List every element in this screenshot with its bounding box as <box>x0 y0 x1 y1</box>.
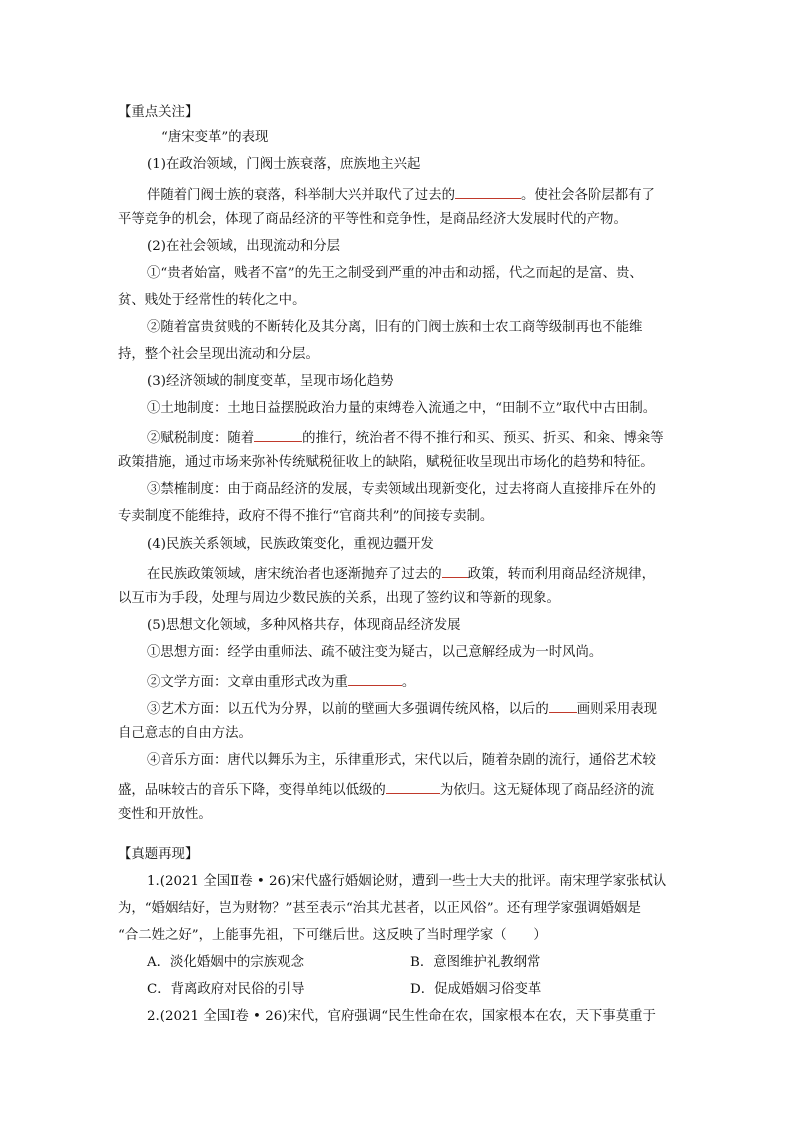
section-5-title: (5)思想文化领域，多种风格共存，体现商品经济发展 <box>147 618 461 633</box>
question-1-stem-cont: 为，“婚姻结好，岂为财物？”甚至表示“治其尤甚者，以正风俗”。还有理学家强调婚姻是 <box>118 901 641 916</box>
text: 为依归。这无疑体现了商品经济的流 <box>439 783 655 798</box>
section-2-title: (2)在社会领域，出现流动和分层 <box>147 239 341 254</box>
section-4-title: (4)民族关系领域，民族政策变化，重视边疆开发 <box>147 537 434 552</box>
section-5-para-3 <box>147 697 657 717</box>
section-2-para-1: ①“贵者始富，贱者不富”的先王之制受到严重的冲击和动摇，代之而起的是富、贵、 <box>147 266 643 281</box>
text: 。使社会各阶层都有了 <box>520 188 655 203</box>
option-c[interactable]: C．背离政府对民俗的引导 <box>147 982 305 997</box>
section-2-para-2-cont: 持，整个社会呈现出流动和分层。 <box>118 347 319 362</box>
section-5-para-1: ①思想方面：经学由重师法、疏不破注变为疑古，以己意解经成为一时风尚。 <box>147 645 603 660</box>
section-3-para-1: ①土地制度：土地日益摆脱政治力量的束缚卷入流通之中，“田制不立”取代中古田制。 <box>147 401 657 416</box>
option-d[interactable]: D．促成婚姻习俗变革 <box>410 982 542 997</box>
section-5-para-3-cont: 自己意志的自由方法。 <box>118 726 252 741</box>
text: 伴随着门阀士族的衰落，科举制大兴并取代了过去的 <box>147 188 455 203</box>
section-1-title: (1)在政治领域，门阀士族衰落，庶族地主兴起 <box>147 157 421 172</box>
text: 政策，转而利用商品经济规律， <box>467 567 656 582</box>
text: ③艺术方面：以五代为分界，以前的壁画大多强调传统风格，以后的 <box>147 702 549 717</box>
section-4-para <box>147 562 655 582</box>
section-3-title: (3)经济领域的制度变革，呈现市场化趋势 <box>147 374 394 389</box>
text: 盛，品味较古的音乐下降，变得单纯以低级的 <box>118 783 386 798</box>
section-5-para-2 <box>147 670 415 690</box>
fill-blank[interactable] <box>549 697 577 713</box>
text: ②赋税制度：随着 <box>147 431 255 446</box>
section-2-para-2: ②随着富贵贫贱的不断转化及其分离，旧有的门阀士族和士农工商等级制再也不能维 <box>147 320 643 335</box>
text: 。 <box>401 675 416 690</box>
section-3-para-2 <box>147 426 664 446</box>
section-3-para-3: ③禁榷制度：由于商品经济的发展，专卖领域出现新变化，过去将商人直接排斥在外的 <box>147 482 656 497</box>
text: ②文学方面：文章由重形式改为重 <box>147 675 348 690</box>
section-1-para-cont: 平等竞争的机会，体现了商品经济的平等性和竞争性，是商品经济大发展时代的产物。 <box>118 212 627 227</box>
question-2-stem: 2.(2021 全国Ⅰ卷 • 26)宋代，官府强调“民生性命在农，国家根本在农，天下事莫重于 <box>147 1009 656 1024</box>
focus-subtitle: “唐宋变革”的表现 <box>161 130 269 145</box>
section-4-para-cont: 以互市为手段，处理与周边少数民族的关系，出现了签约议和等新的现象。 <box>118 591 560 606</box>
text: 在民族政策领域，唐宋统治者也逐渐抛弃了过去的 <box>147 567 442 582</box>
section-2-para-1-cont: 贫、贱处于经常性的转化之中。 <box>118 293 306 308</box>
section-5-para-4: ④音乐方面：唐代以舞乐为主，乐律重形式，宋代以后，随着杂剧的流行，通俗艺术较 <box>147 753 656 768</box>
section-3-para-3-cont: 专卖制度不能维持，政府不得不推行“官商共利”的间接专卖制。 <box>118 509 494 524</box>
section-1-para <box>147 183 655 203</box>
question-1-stem: 1.(2021 全国Ⅱ卷 • 26)宋代盛行婚姻论财，遭到一些士大夫的批评。南宋理学家张栻认 <box>147 874 667 889</box>
focus-header: 【重点关注】 <box>118 105 199 120</box>
text: 的推行，统治者不得不推行和买、预买、折买、和籴、博籴等 <box>302 431 664 446</box>
section-5-para-4-cont <box>118 778 654 798</box>
fill-blank[interactable] <box>455 183 521 199</box>
question-1-stem-end: “合二姓之好”，上能事先祖，下可继后世。这反映了当时理学家（ ） <box>118 928 547 943</box>
section-5-para-4-end: 变性和开放性。 <box>118 807 212 822</box>
option-a[interactable]: A．淡化婚姻中的宗族观念 <box>147 955 304 970</box>
fill-blank[interactable] <box>442 562 468 578</box>
option-b[interactable]: B．意图维护礼教纲常 <box>410 955 541 970</box>
fill-blank[interactable] <box>254 426 302 442</box>
text: 画则采用表现 <box>576 702 658 717</box>
exam-header: 【真题再现】 <box>118 847 199 862</box>
fill-blank[interactable] <box>386 778 440 794</box>
section-3-para-2-cont: 政策措施，通过市场来弥补传统赋税征收上的缺陷，赋税征收呈现出市场化的趋势和特征。 <box>118 455 654 470</box>
fill-blank[interactable] <box>348 670 402 686</box>
